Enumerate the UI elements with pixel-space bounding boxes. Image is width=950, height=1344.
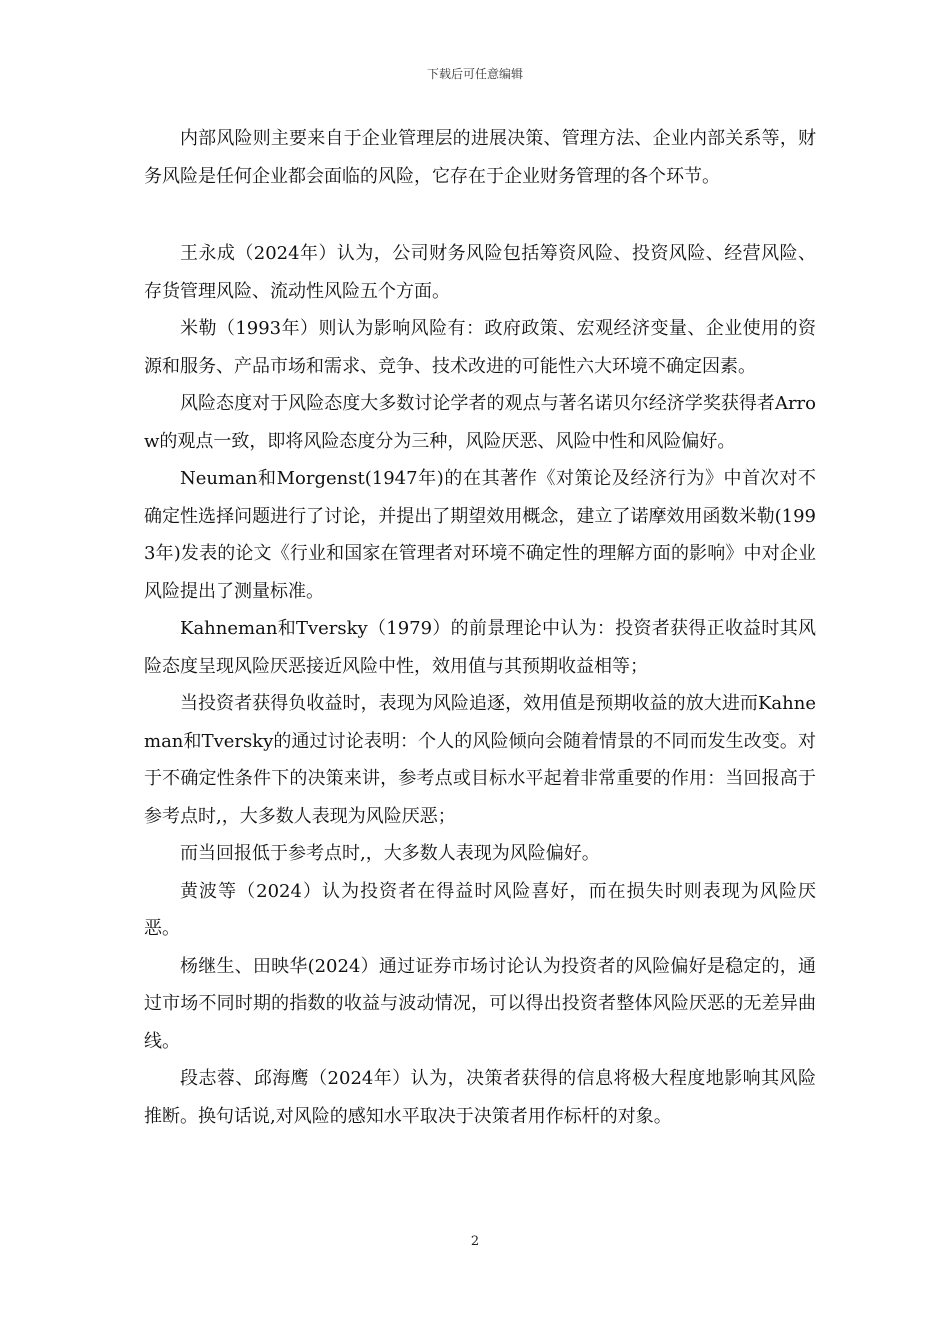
paragraph-risk-attitude: 风险态度对于风险态度大多数讨论学者的观点与著名诺贝尔经济学奖获得者Arrow的观点一致，即将风险态度分为三种，风险厌恶、风险中性和风险偏好。 [144,393,816,452]
paragraph-kahneman-tversky: Kahneman和Tversky（1979）的前景理论中认为：投资者获得正收益时其风险态度呈现风险厌恶接近风险中性，效用值与其预期收益相等； [144,618,816,677]
page-number: 2 [470,1234,480,1249]
paragraph-yang-tian: 杨继生、田映华(2024）通过证券市场讨论认为投资者的风险偏好是稳定的，通过市场不同时期的指数的收益与波动情况，可以得出投资者整体风险厌恶的无差异曲线。 [144,955,816,1052]
paragraph-duan-qiu: 段志蓉、邱海鹰（2024年）认为，决策者获得的信息将极大程度地影响其风险推断。换句话说,对风险的感知水平取决于决策者用作标杆的对象。 [144,1068,816,1127]
document-body [144,120,816,1135]
paragraph-wang-yongcheng: 王永成（2024年）认为，公司财务风险包括筹资风险、投资风险、经营风险、存货管理风险、流动性风险五个方面。 [144,243,816,302]
paragraph-huang-bo: 黄波等（2024）认为投资者在得益时风险喜好，而在损失时则表现为风险厌恶。 [144,880,816,939]
paragraph-internal-risk: 内部风险则主要来自于企业管理层的进展决策、管理方法、企业内部关系等，财务风险是任何企业都会面临的风险，它存在于企业财务管理的各个环节。 [144,128,816,187]
paragraph-below-reference: 而当回报低于参考点时,，大多数人表现为风险偏好。 [180,843,600,864]
paragraph-negative-returns: 当投资者获得负收益时，表现为风险追逐，效用值是预期收益的放大进而Kahneman和Tversky的通过讨论表明：个人的风险倾向会随着情景的不同而发生改变。对于不确定性条件下的决策来讲，参考点或目标水平起着非常重要的作用：当回报高于参考点时,，大多数人表现为风险厌恶； [144,693,816,827]
page-header: 下载后可任意编辑 [426,67,523,81]
paragraph-miller: 米勒（1993年）则认为影响风险有：政府政策、宏观经济变量、企业使用的资源和服务、产品市场和需求、竞争、技术改进的可能性六大环境不确定因素。 [144,318,816,377]
paragraph-neuman-morgenst: Neuman和Morgenst(1947年)的在其著作《对策论及经济行为》中首次对不确定性选择问题进行了讨论，并提出了期望效用概念，建立了诺摩效用函数米勒(1993年)发表的论文《行业和国家在管理者对环境不确定性的理解方面的影响》中对企业风险提出了测量标准。 [144,468,816,602]
